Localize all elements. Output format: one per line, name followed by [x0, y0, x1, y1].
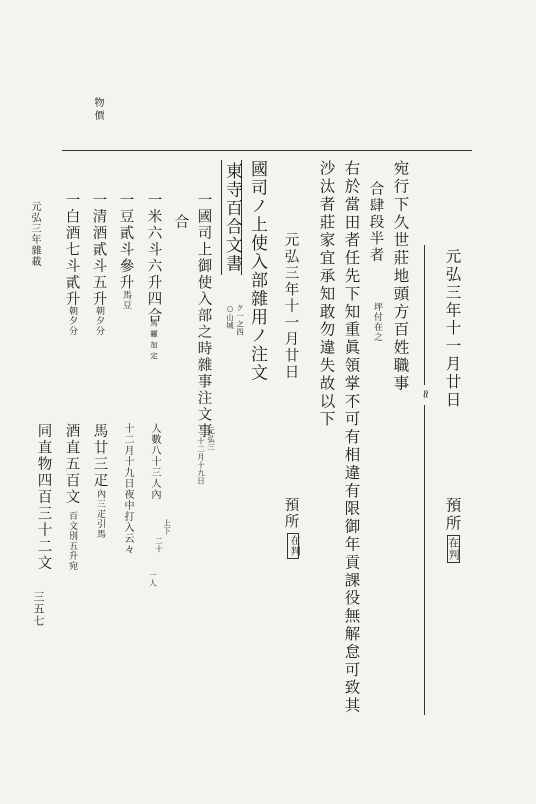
text-col-5-date: 元弘三年十一月廿日 [282, 232, 299, 381]
item-1-note: 馬 糶 加 定 [149, 319, 159, 360]
item-2-main: 一豆貳斗參升 [117, 192, 134, 291]
page-number: 三五七 [32, 591, 45, 627]
header-date: 元弘三年十一月廿日 [443, 248, 462, 410]
item-3-right: 馬廿三疋 [91, 423, 108, 489]
item-2-right: 十二月十九日夜中打入云々 [122, 423, 133, 555]
item-3-note: 朝夕分 [94, 306, 104, 336]
item-last: 同直物四百三十二文 [35, 423, 52, 572]
item-4-note: 朝夕分 [67, 306, 77, 336]
text-col-1: 宛行下久世莊地頭方百姓職事 [391, 160, 410, 393]
header-rule [62, 150, 472, 151]
running-head-1: 物 [92, 97, 103, 108]
title-note-a: 元弘三 [206, 427, 216, 451]
item-1-right: 人數八十三人內 [149, 423, 160, 500]
source-note-2: ○山城 [225, 304, 235, 330]
item-1-right-note2: 二十 [154, 537, 164, 553]
text-col-2-note: 坪付在之 [372, 302, 382, 342]
title-note-b: 十二月十九日 [196, 437, 206, 485]
text-col-4: 沙汰者莊家宜承知敢勿違失故以下 [317, 160, 336, 429]
item-2-note: 馬豆 [121, 290, 131, 310]
item-1-right-note3: 一人 [148, 571, 158, 587]
text-col-3: 右於當田者任先下知重眞領掌不可有相違有限御年貢課役無解怠可致其 [342, 160, 361, 715]
item-1-main: 一米六斗六升四合 [145, 192, 162, 324]
running-title: 元弘三年雜載 [29, 201, 40, 267]
list-header: 合 [172, 214, 189, 231]
source-note: ク一之四 [235, 304, 245, 336]
item-4-main: 一白酒七斗貳升 [63, 192, 80, 308]
header-stamp: 在判 [447, 537, 460, 561]
text-col-2: 合肆段半者 [367, 181, 384, 264]
divider-line-top [424, 245, 425, 385]
item-4-right-note: 百文別五升宛 [67, 511, 77, 571]
section-heading: 國司ノ上使入部雜用ノ注文 [247, 160, 267, 382]
title-line: 一國司上御使入部之時雜事注文事 [195, 192, 212, 440]
text-col-5-stamp: 在判 [288, 535, 299, 557]
item-3-main: 一清酒貳斗五升 [90, 192, 107, 308]
running-head-2: 價 [92, 110, 103, 121]
item-3-right-mid: 內三疋引馬 [95, 489, 105, 539]
item-1-right-note: 上下 [162, 519, 172, 535]
item-4-right: 酒直五百文 [63, 423, 80, 506]
text-col-5-prefix: 預所 [282, 497, 299, 530]
source-title: 東寺百合文書 [222, 162, 242, 273]
break-mark: ≈ [419, 389, 433, 400]
header-azukaridokoro: 預所 [443, 497, 462, 533]
divider-line-bottom [424, 405, 425, 715]
